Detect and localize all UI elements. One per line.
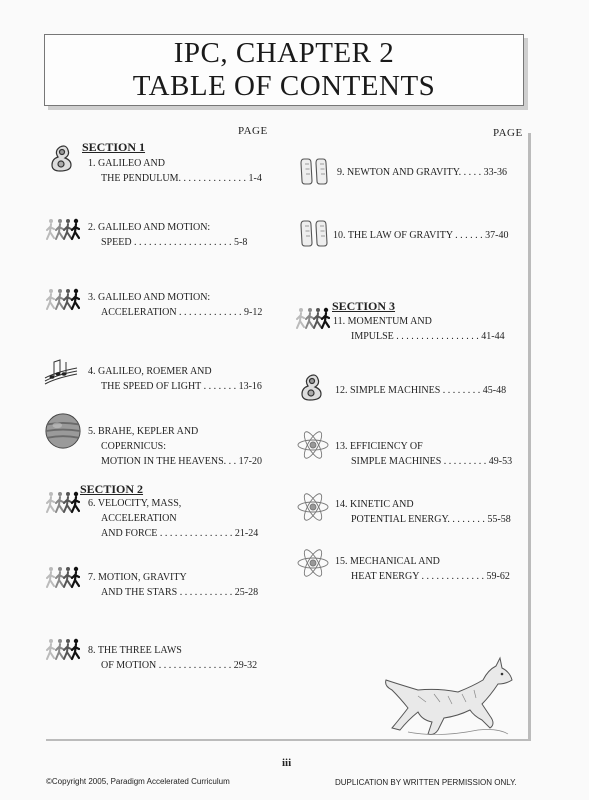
toc-entry-10[interactable] xyxy=(333,228,509,243)
toc-entry-14-line-2: POTENTIAL ENERGY. . . . . . . . 55-58 xyxy=(351,514,511,525)
scroll-icon xyxy=(298,218,332,248)
toc-entry-10-line-1: 10. THE LAW OF GRAVITY . . . . . . 37-40 xyxy=(333,230,509,241)
toc-entry-6-line-1: 6. VELOCITY, MASS, xyxy=(88,498,182,509)
toc-entry-5-line-3: MOTION IN THE HEAVENS. . . 17-20 xyxy=(101,456,263,467)
toc-entry-3[interactable] xyxy=(88,290,262,320)
toc-entry-11[interactable] xyxy=(333,314,505,344)
runners-icon xyxy=(296,304,330,334)
title-line-1: IPC, CHAPTER 2 xyxy=(173,37,395,69)
title-box xyxy=(44,34,524,106)
toc-entry-3-line-1: 3. GALILEO AND MOTION: xyxy=(88,292,211,303)
music-icon xyxy=(44,356,78,386)
toc-entry-13-line-1: 13. EFFICIENCY OF xyxy=(335,441,423,452)
toc-entry-4[interactable] xyxy=(88,364,262,394)
toc-entry-4-line-2: THE SPEED OF LIGHT . . . . . . . 13-16 xyxy=(101,381,262,392)
toc-entry-9-line-1: 9. NEWTON AND GRAVITY. . . . . 33-36 xyxy=(337,167,507,178)
section-3-heading: SECTION 3 xyxy=(332,299,396,313)
toc-entry-9[interactable] xyxy=(337,165,507,180)
toc-entry-3-line-2: ACCELERATION . . . . . . . . . . . . . 9-12 xyxy=(101,307,263,318)
runners-icon xyxy=(46,285,80,315)
snail-icon xyxy=(48,143,82,173)
toc-entry-13-line-2: SIMPLE MACHINES . . . . . . . . . 49-53 xyxy=(351,456,513,467)
toc-entry-5-line-2: COPERNICUS: xyxy=(101,441,167,452)
toc-entry-15-line-2: HEAT ENERGY . . . . . . . . . . . . . 59-62 xyxy=(351,571,510,582)
runners-icon xyxy=(46,215,80,245)
page-label-right: PAGE xyxy=(493,127,523,139)
runners-icon xyxy=(46,635,80,665)
snail-icon xyxy=(298,372,332,402)
copyright-text: ©Copyright 2005, Paradigm Accelerated Curriculum xyxy=(46,777,230,786)
wolf-illustration xyxy=(378,650,518,740)
toc-entry-12[interactable] xyxy=(335,383,506,398)
toc-entry-6-line-3: AND FORCE . . . . . . . . . . . . . . . 21-24 xyxy=(101,528,259,539)
toc-entry-7[interactable] xyxy=(88,570,258,600)
page-number: iii xyxy=(282,757,292,769)
toc-entry-11-line-1: 11. MOMENTUM AND xyxy=(333,316,432,327)
atom-icon xyxy=(296,430,330,460)
planet-icon xyxy=(44,412,82,450)
toc-entry-2[interactable] xyxy=(88,220,247,250)
toc-entry-8-line-1: 8. THE THREE LAWS xyxy=(88,645,182,656)
toc-entry-2-line-1: 2. GALILEO AND MOTION: xyxy=(88,222,211,233)
toc-entry-5[interactable] xyxy=(88,424,262,469)
toc-entry-11-line-2: IMPULSE . . . . . . . . . . . . . . . . . 41-44 xyxy=(351,331,505,342)
toc-entry-1[interactable] xyxy=(88,156,262,186)
toc-entry-13[interactable] xyxy=(335,439,512,469)
toc-entry-8[interactable] xyxy=(88,643,257,673)
toc-entry-6-line-2: ACCELERATION xyxy=(101,513,177,524)
toc-entry-1-line-2: THE PENDULUM. . . . . . . . . . . . . . 1-4 xyxy=(101,173,262,184)
toc-entry-15-line-1: 15. MECHANICAL AND xyxy=(335,556,440,567)
atom-icon xyxy=(296,548,330,578)
scroll-icon xyxy=(298,156,332,186)
toc-entry-8-line-2: OF MOTION . . . . . . . . . . . . . . . 29-32 xyxy=(101,660,258,671)
runners-icon xyxy=(46,488,80,518)
toc-entry-7-line-2: AND THE STARS . . . . . . . . . . . 25-28 xyxy=(101,587,259,598)
toc-entry-14[interactable] xyxy=(335,497,511,527)
section-2-heading: SECTION 2 xyxy=(80,482,144,496)
permission-text: DUPLICATION BY WRITTEN PERMISSION ONLY. xyxy=(335,778,517,787)
section-1-heading: SECTION 1 xyxy=(82,140,146,154)
toc-entry-7-line-1: 7. MOTION, GRAVITY xyxy=(88,572,187,583)
toc-entry-2-line-2: SPEED . . . . . . . . . . . . . . . . . . . . 5-8 xyxy=(101,237,248,248)
title-line-2: TABLE OF CONTENTS xyxy=(132,70,436,102)
toc-entry-12-line-1: 12. SIMPLE MACHINES . . . . . . . . 45-48 xyxy=(335,385,507,396)
toc-entry-1-line-1: 1. GALILEO AND xyxy=(88,158,165,169)
toc-entry-5-line-1: 5. BRAHE, KEPLER AND xyxy=(88,426,199,437)
toc-entry-14-line-1: 14. KINETIC AND xyxy=(335,499,414,510)
atom-icon xyxy=(296,492,330,522)
runners-icon xyxy=(46,563,80,593)
toc-entry-4-line-1: 4. GALILEO, ROEMER AND xyxy=(88,366,212,377)
right-border-rule xyxy=(528,133,531,741)
page-label-left: PAGE xyxy=(238,125,268,137)
toc-entry-6[interactable] xyxy=(88,496,258,541)
toc-entry-15[interactable] xyxy=(335,554,510,584)
